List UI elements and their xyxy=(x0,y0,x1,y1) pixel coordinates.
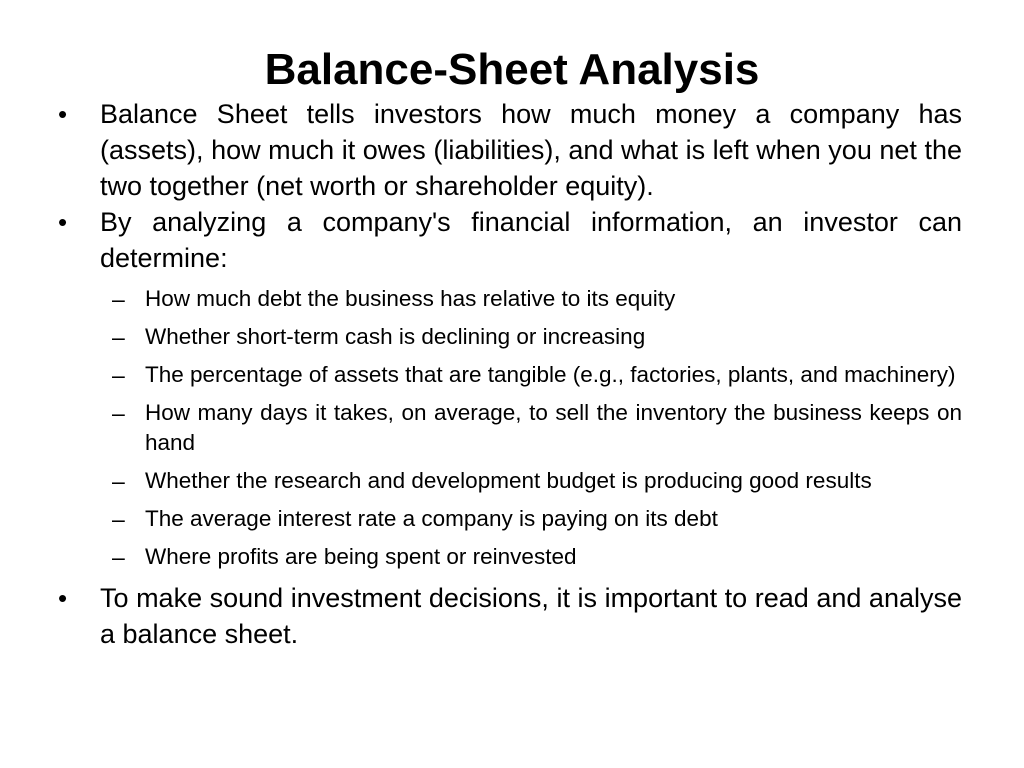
bullet-icon: • xyxy=(58,99,68,129)
dash-icon: – xyxy=(112,506,125,532)
sub-bullet-text: Whether the research and development budget is producing good results xyxy=(145,468,872,493)
dash-icon: – xyxy=(112,544,125,570)
dash-icon: – xyxy=(112,468,125,494)
sub-bullet-item xyxy=(112,360,962,390)
sub-bullet-text: How much debt the business has relative to its equity xyxy=(145,286,676,311)
sub-bullet-item xyxy=(112,398,962,458)
sub-bullet-text: The average interest rate a company is paying on its debt xyxy=(145,506,718,531)
bullet-item xyxy=(58,580,962,652)
bullet-icon: • xyxy=(58,583,68,613)
sub-bullet-item xyxy=(112,284,962,314)
dash-icon: – xyxy=(112,324,125,350)
slide-body xyxy=(58,96,962,652)
dash-icon: – xyxy=(112,400,125,426)
sub-bullet-text: How many days it takes, on average, to sell the inventory the business keeps on hand xyxy=(145,400,962,455)
sub-bullet-item xyxy=(112,542,962,572)
sub-bullet-item xyxy=(112,504,962,534)
bullet-item xyxy=(58,204,962,276)
sub-bullet-text: The percentage of assets that are tangible (e.g., factories, plants, and machinery) xyxy=(145,362,956,387)
sub-bullet-text: Where profits are being spent or reinvested xyxy=(145,544,577,569)
bullet-text: Balance Sheet tells investors how much money a company has (assets), how much it owes (liabilities), and what is left when you net the two together (net worth or shareholder equity). xyxy=(100,99,962,201)
dash-icon: – xyxy=(112,362,125,388)
dash-icon: – xyxy=(112,286,125,312)
slide-title: Balance-Sheet Analysis xyxy=(264,45,760,94)
sub-bullet-item xyxy=(112,322,962,352)
bullet-text: To make sound investment decisions, it is important to read and analyse a balance sheet. xyxy=(100,583,962,649)
bullet-item xyxy=(58,96,962,204)
sub-bullet-text: Whether short-term cash is declining or increasing xyxy=(145,324,646,349)
sub-bullet-item xyxy=(112,466,962,496)
bullet-text: By analyzing a company's financial information, an investor can determine: xyxy=(100,207,962,273)
bullet-icon: • xyxy=(58,207,68,237)
